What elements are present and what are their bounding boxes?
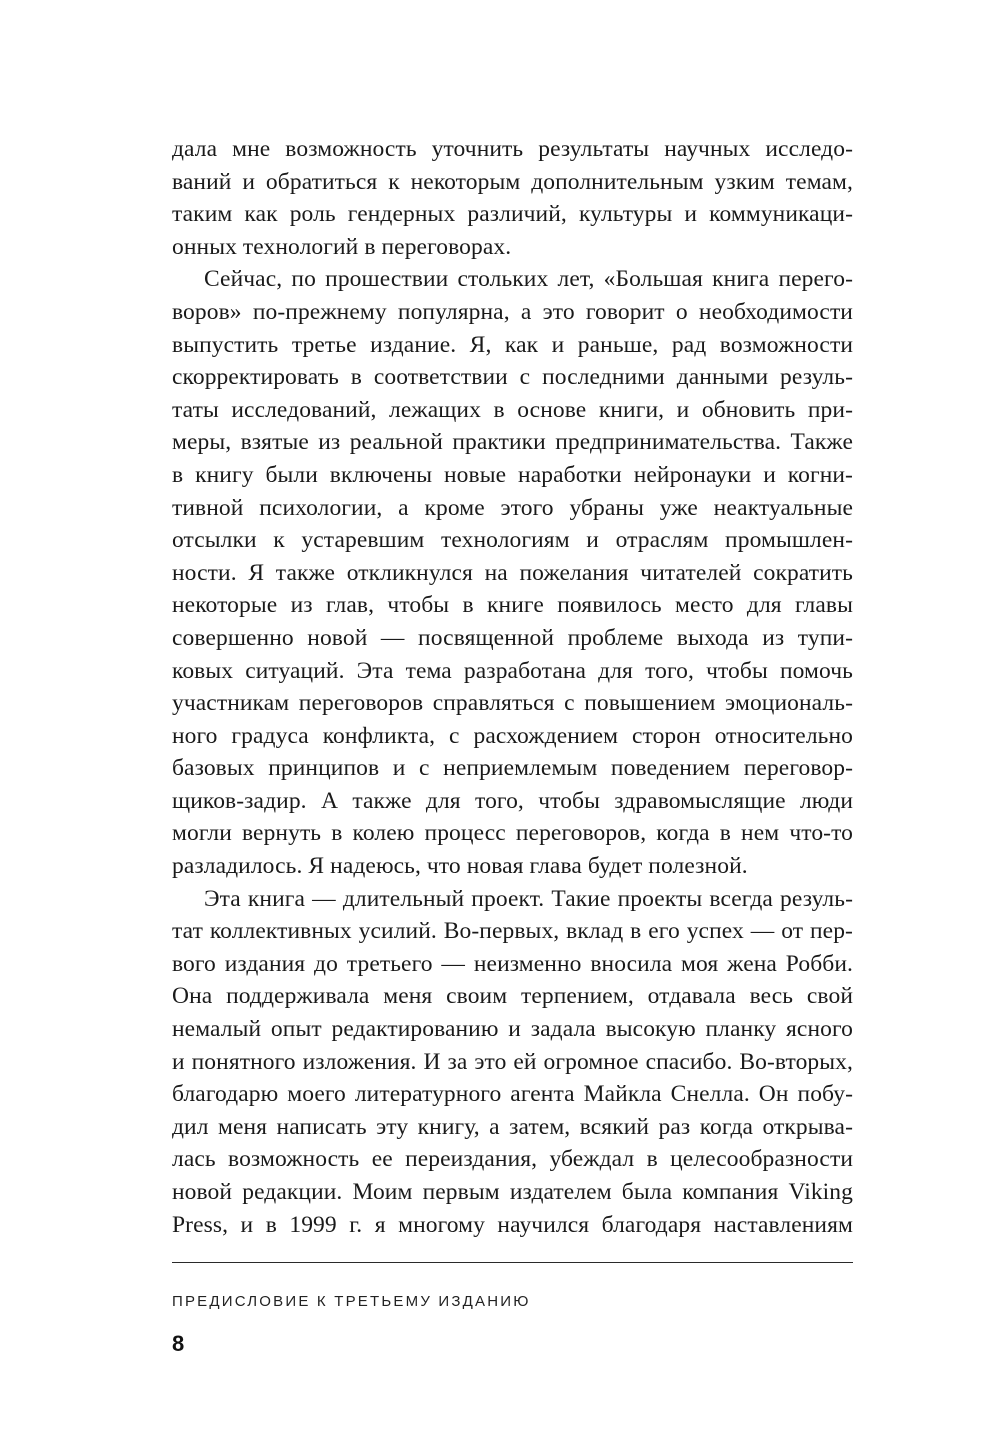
text-line: лась возможность ее переиздания, убеждал в целесообразности: [172, 1146, 853, 1173]
text-line: ваний и обратиться к некоторым дополнительным узким темам,: [172, 168, 853, 195]
text-line: таты исследований, лежащих в основе книги, и обновить при-: [172, 396, 853, 423]
paragraph-start-line: Эта книга — длительный проект. Такие проекты всегда резуль-: [204, 885, 853, 912]
body-text: [172, 133, 853, 1241]
text-line: ного градуса конфликта, с расхождением сторон относительно: [172, 722, 853, 749]
text-line: Press, и в 1999 г. я многому научился благодаря наставлениям: [172, 1211, 853, 1238]
text-line: совершенно новой — посвященной проблеме выхода из тупи-: [172, 624, 853, 651]
text-line: ковых ситуаций. Эта тема разработана для того, чтобы помочь: [172, 657, 853, 684]
text-line: скорректировать в соответствии с последними данными резуль-: [172, 364, 853, 391]
text-line: выпустить третье издание. Я, как и раньше, рад возможности: [172, 331, 853, 358]
text-line: Она поддерживала меня своим терпением, отдавала весь свой: [172, 983, 853, 1010]
text-line: и понятного изложения. И за это ей огромное спасибо. Во-вторых,: [172, 1048, 853, 1075]
text-line: онных технологий в переговорах.: [172, 233, 512, 260]
text-line: разладилось. Я надеюсь, что новая глава будет полезной.: [172, 853, 748, 880]
text-line: вого издания до третьего — неизменно вносила моя жена Робби.: [172, 950, 853, 977]
footer-divider: [172, 1262, 853, 1263]
text-line: базовых принципов и с неприемлемым поведением переговор-: [172, 755, 853, 782]
text-line: щиков-задир. А также для того, чтобы здравомыслящие люди: [172, 787, 853, 814]
text-line: в книгу были включены новые наработки нейронауки и когни-: [172, 461, 853, 488]
text-line: воров» по-прежнему популярна, а это говорит о необходимости: [172, 298, 853, 325]
paragraph-start-line: Сейчас, по прошествии стольких лет, «Большая книга перего-: [204, 266, 853, 293]
text-line: таким как роль гендерных различий, культуры и коммуникаци-: [172, 201, 853, 228]
text-line: тат коллективных усилий. Во-первых, вклад в его успех — от пер-: [172, 918, 853, 945]
text-line: ности. Я также откликнулся на пожелания читателей сократить: [172, 559, 853, 586]
text-line: отсылки к устаревшим технологиям и отраслям промышлен-: [172, 527, 853, 554]
text-line: некоторые из глав, чтобы в книге появилось место для главы: [172, 592, 853, 619]
text-line: немалый опыт редактированию и задала высокую планку ясного: [172, 1016, 853, 1043]
page-number: 8: [172, 1331, 185, 1356]
text-line: меры, взятые из реальной практики предпринимательства. Также: [172, 429, 853, 456]
running-title: ПРЕДИСЛОВИЕ К ТРЕТЬЕМУ ИЗДАНИЮ: [172, 1293, 531, 1310]
text-line: благодарю моего литературного агента Майкла Снелла. Он побу-: [172, 1081, 853, 1108]
text-line: дил меня написать эту книгу, а затем, всякий раз когда открыва-: [172, 1113, 853, 1140]
text-line: дала мне возможность уточнить результаты научных исследо-: [172, 136, 853, 162]
text-line: могли вернуть в колею процесс переговоров, когда в нем что-то: [172, 820, 853, 847]
text-line: новой редакции. Моим первым издателем была компания Viking: [172, 1179, 853, 1205]
text-line: тивной психологии, а кроме этого убраны уже неактуальные: [172, 494, 853, 521]
text-line: участникам переговоров справляться с повышением эмоциональ-: [172, 690, 853, 717]
